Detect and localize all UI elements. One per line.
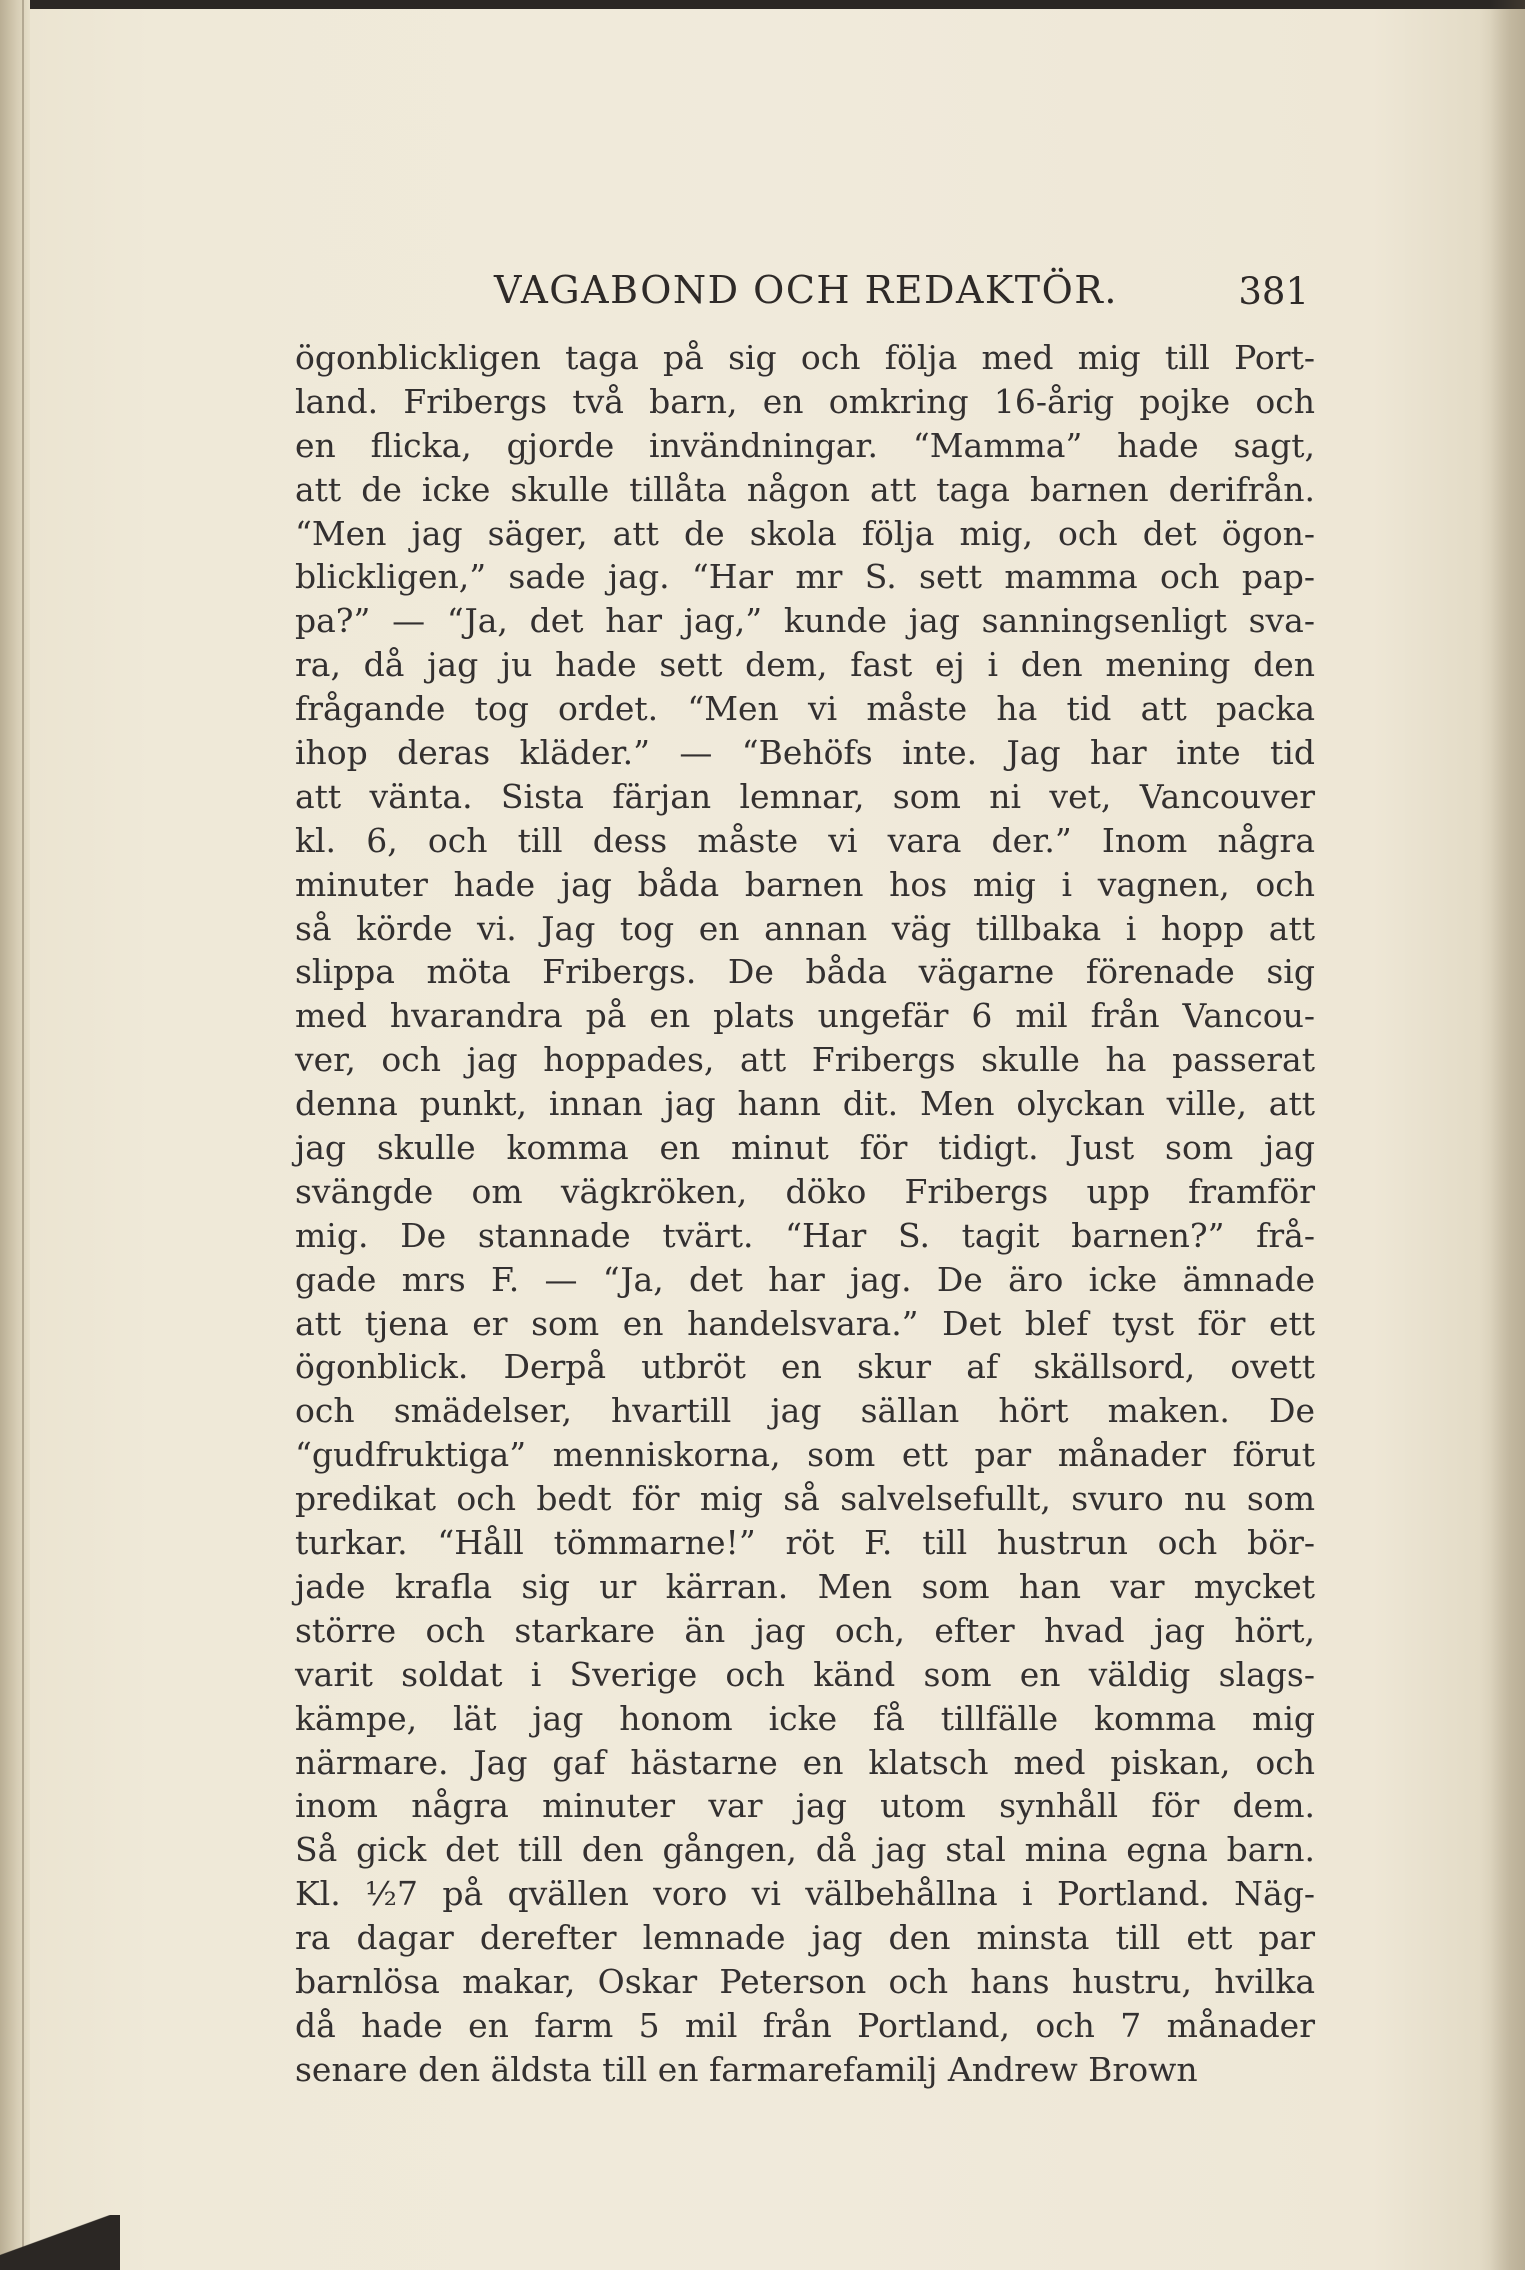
text-line: att vänta. Sista färjan lemnar, som ni vet, Vancouver (295, 776, 1315, 816)
text-line: att de icke skulle tillåta någon att taga barnen derifrån. (295, 469, 1315, 509)
text-line: och smädelser, hvartill jag sällan hört maken. De (295, 1391, 1315, 1431)
text-line: minuter hade jag båda barnen hos mig i vagnen, och (295, 864, 1315, 904)
page-number: 381 (1238, 270, 1309, 313)
text-line: predikat och bedt för mig så salvelsefullt, svuro nu som (295, 1479, 1315, 1519)
scan-bottom-corner (0, 2215, 120, 2270)
text-line: gade mrs F. — “Ja, det har jag. De äro icke ämnade (295, 1259, 1315, 1299)
text-line: pa?” — “Ja, det har jag,” kunde jag sanningsenligt sva- (295, 601, 1315, 641)
text-line: ra, då jag ju hade sett dem, fast ej i den mening den (295, 645, 1315, 685)
text-line: Så gick det till den gången, då jag stal mina egna barn. (295, 1830, 1315, 1870)
text-line: mig. De stannade tvärt. “Har S. tagit barnen?” frå- (295, 1215, 1315, 1255)
text-line: slippa möta Fribergs. De båda vägarne förenade sig (295, 952, 1315, 992)
text-line: kl. 6, och till dess måste vi vara der.” Inom några (295, 820, 1315, 860)
text-line: ögonblickligen taga på sig och följa med mig till Port- (295, 338, 1315, 377)
page-right-edge (1490, 0, 1525, 2270)
text-line: barnlösa makar, Oskar Peterson och hans hustru, hvilka (295, 1961, 1315, 2001)
text-line: med hvarandra på en plats ungefär 6 mil från Vancou- (295, 996, 1315, 1036)
text-line: svängde om vägkröken, döko Fribergs upp framför (295, 1171, 1315, 1211)
text-line: “Men jag säger, att de skola följa mig, och det ögon- (295, 513, 1315, 553)
text-line: ögonblick. Derpå utbröt en skur af skällsord, ovett (295, 1347, 1315, 1387)
running-head: VAGABOND OCH REDAKTÖR. (494, 268, 1118, 312)
text-line: att tjena er som en handelsvara.” Det blef tyst för ett (295, 1303, 1315, 1343)
body-text (295, 336, 1315, 2092)
text-line: en flicka, gjorde invändningar. “Mamma” hade sagt, (295, 425, 1315, 465)
text-line: senare den äldsta till en farmarefamilj Andrew Brown (295, 2049, 1198, 2089)
text-line: inom några minuter var jag utom synhåll för dem. (295, 1786, 1315, 1826)
text-line: ihop deras kläder.” — “Behöfs inte. Jag har inte tid (295, 733, 1315, 773)
text-line: “gudfruktiga” menniskorna, som ett par månader förut (295, 1435, 1315, 1475)
text-line: land. Fribergs två barn, en omkring 16-årig pojke och (295, 381, 1315, 421)
text-line: jade krafla sig ur kärran. Men som han var mycket (295, 1566, 1315, 1606)
text-line: Kl. ½7 på qvällen voro vi välbehållna i Portland. Näg- (295, 1874, 1315, 1914)
text-line: så körde vi. Jag tog en annan väg tillbaka i hopp att (295, 908, 1315, 948)
text-line: kämpe, lät jag honom icke få tillfälle komma mig (295, 1698, 1315, 1738)
text-line: jag skulle komma en minut för tidigt. Just som jag (295, 1128, 1315, 1168)
text-line: varit soldat i Sverige och känd som en väldig slags- (295, 1654, 1315, 1694)
book-spine-edge (0, 0, 30, 2270)
text-line: då hade en farm 5 mil från Portland, och 7 månader (295, 2005, 1315, 2045)
text-line: denna punkt, innan jag hann dit. Men olyckan ville, att (295, 1084, 1315, 1124)
gutter-line (22, 0, 24, 2270)
text-line: ra dagar derefter lemnade jag den minsta till ett par (295, 1918, 1315, 1958)
text-line: större och starkare än jag och, efter hvad jag hört, (295, 1610, 1315, 1650)
page-header (294, 268, 1344, 328)
text-line: frågande tog ordet. “Men vi måste ha tid att packa (295, 689, 1315, 729)
text-line: turkar. “Håll tömmarne!” röt F. till hustrun och bör- (295, 1523, 1315, 1563)
text-line: närmare. Jag gaf hästarne en klatsch med piskan, och (295, 1742, 1315, 1782)
text-line: ver, och jag hoppades, att Fribergs skulle ha passerat (295, 1040, 1315, 1080)
text-line: blickligen,” sade jag. “Har mr S. sett mamma och pap- (295, 557, 1315, 597)
scan-top-border (0, 0, 1525, 9)
